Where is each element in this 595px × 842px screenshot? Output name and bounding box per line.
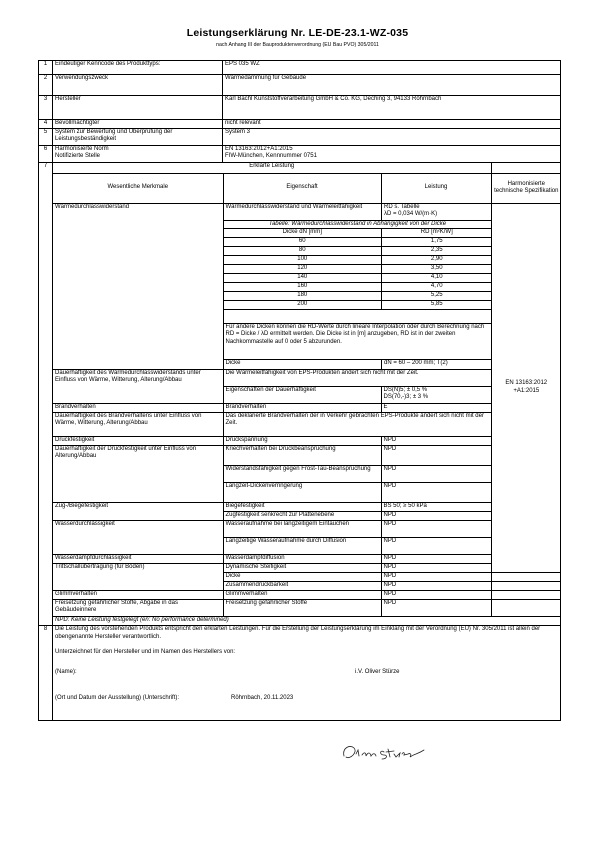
- rd-value-cell: 2,90: [382, 256, 492, 265]
- row-value: System 3: [223, 129, 561, 146]
- row-value: EPS 035 WZ: [223, 61, 561, 75]
- rd-value-cell: 3,50: [382, 265, 492, 274]
- row-label: Verwendungszweck: [53, 75, 223, 96]
- signature: [340, 740, 440, 764]
- npd-note: NPD: Keine Leistung festgelegt (en: No performance determined): [53, 616, 561, 625]
- row-label: System zur Bewertung und Überprüfung der Leistungsbeständigkeit: [53, 129, 223, 146]
- name-label: (Name):: [55, 669, 77, 676]
- row-label: Bevollmächtigter: [53, 120, 223, 129]
- row-label: Harmonisierte Norm Notifizierte Stelle: [53, 146, 223, 163]
- col-merkmal: Wesentliche Merkmale: [53, 173, 223, 203]
- rd-value-cell: 4,10: [382, 274, 492, 283]
- row-8: 8 Die Leistung des vorstehenden Produkts entspricht den erklärten Leistungen. Für die Erstellung der Leistungserklärung im Einklang mit der Verordnung (EU) Nr. 305/2011 ist allein der obengenannte Hersteller verantwortlich. Unterzeichnet für den Hersteller und im Namen des Herstellers von: (Name): i.V. Oliver Stürze (Ort und Datum der Ausstellung) (Unterschrift): Röhrnbach, 20.11.2023: [39, 626, 561, 721]
- col-eigenschaft: Eigenschaft: [223, 173, 381, 203]
- rd-table-caption: Tabelle: Wärmedurchlasswiderstand in Abhängigkeit von der Dicke: [224, 221, 492, 229]
- row-4: 4 Bevollmächtigter nicht relevant: [39, 120, 561, 129]
- rd-dicke-cell: 200: [224, 301, 382, 310]
- rd-th-dicke: Dicke dN [mm]: [224, 229, 382, 238]
- place-value: Röhrnbach, 20.11.2023: [231, 695, 294, 702]
- performance-heading: Erklärte Leistung: [249, 163, 295, 169]
- col-spezifikation: Harmonisierte technische Spezifikation: [491, 173, 560, 203]
- row-label: Hersteller: [53, 96, 223, 120]
- rd-table-row: [224, 265, 492, 274]
- rd-value-cell: 4,70: [382, 283, 492, 292]
- rd-table-row: [224, 283, 492, 292]
- rd-dicke-cell: 80: [224, 247, 382, 256]
- rd-value-cell: 5,25: [382, 292, 492, 301]
- responsibility-text: Die Leistung des vorstehenden Produkts entspricht den erklärten Leistungen. Für die Erstellung der Leistungserklärung im Einklang mit der Verordnung (EU) Nr. 305/2011 ist allein der obengenannte Hersteller verantwortlich.: [55, 626, 541, 640]
- rd-table-row: [224, 238, 492, 247]
- document-title: Leistungserklärung Nr. LE-DE-23.1-WZ-035: [186, 27, 409, 39]
- row-value: Wärmedämmung für Gebäude: [223, 75, 561, 96]
- signed-for: Unterzeichnet für den Hersteller und im Namen des Herstellers von:: [55, 649, 236, 656]
- rd-table-row: [224, 247, 492, 256]
- row-label: Eindeutiger Kenncode des Produkttyps:: [53, 61, 223, 75]
- harmonized-spec: EN 13163:2012 +A1:2015: [491, 203, 560, 572]
- col-leistung: Leistung: [381, 173, 491, 203]
- rd-table-row: [224, 274, 492, 283]
- rd-value-cell: 2,35: [382, 247, 492, 256]
- performance-table: Erklärte Leistung Wesentliche Merkmale Eigenschaft Leistung Harmonisierte technische Spezifikation Wärmedurchlasswiderstand Wärmedurchlasswiderstand und Wärmeleitfähigkeit RD s. Tabelle λD = 0,034 W/(m·K) Tabelle: Wärmedurchlasswiderstand in Abhängigkeit von der Dicke Dicke dN [mm] RD [m²K/W] 60 1,75 80 2,35 100 2,90 120 3,50 140 4,10 160 4,70 180 5,25 200 5,85 Für andere Dicken können die RD-Werte durch lineare Interpolation oder durch Berechnung nach RD = Dicke / λD ermittelt werden. Die Dicke ist in [m] anzugeben, RD ist in der zweiten Nachkommastelle auf 0 oder 5 abzurunden. Dicke dN = 60 – 200 mm; T(2) EN 13163:2012 +A1:2015 Dauerhaftigkeit des Wärmedurchlasswiderstands unter Einfluss von Wärme, Witterung, Alterung/Abbau Die Wärmeleitfähigkeit von EPS-Produkten ändert sich nicht mit der Zeit. Eigenschaften der Dauerhaftigkeit DS(N)5; ± 0,5 % DS(70,-)3; ± 3 % Brandverhalten Brandverhalten E Dauerhaftigkeit des Brandverhaltens unter Einfluss von Wärme, Witterung, Alterung/Abbau Das deklarierte Brandverhalten der in Verkehr gebrachten EPS-Produkte ändert sich nicht mit der Zeit. Druckfestigkeit Druckspannung NPD Dauerhaftigkeit der Druckfestigkeit unter Einfluss von Alterung/Abbau Kriechverhalten bei Druckbeanspruchung NPD Widerstandsfähigkeit gegen Frost-Tau-Beanspruchung NPD Langzeit-Dickenverringerung NPD Zug-/Biegefestigkeit Biegefestigkeit BS 50; ≥ 50 kPa Zugfestigkeit senkrecht zur Plattenebene NPD Wasserdurchlässigkeit Wasseraufnahme bei langzeitigem Eintauchen NPD Langzeitige Wasseraufnahme durch Diffusion NPD Wasserdampfdurchlässigkeit Wasserdampfdiffusion NPD Trittschallübertragung (für Böden) Dynamische Steifigkeit NPD Dicke NPD Zusammendrückbarkeit NPD Glimmverhalten Glimmverhalten NPD Freisetzung gefährlicher Stoffe, Abgabe in das Gebäudeinnere Freisetzung gefährlicher Stoffe NPD NPD: Keine Leistung festgelegt (en: No performance determined): [53, 163, 561, 625]
- row-3: 3 Hersteller Karl Bachl Kunststoffverarbeitung GmbH & Co. KG, Deching 3, 94133 Röhrnbach: [39, 96, 561, 120]
- place-label: (Ort und Datum der Ausstellung) (Unterschrift):: [55, 695, 180, 702]
- rd-rows: [224, 238, 492, 310]
- row-7: 7 Erklärte Leistung Wesentliche Merkmale Eigenschaft Leistung Harmonisierte technische Spezifikation Wärmedurchlasswiderstand Wärmedurchlasswiderstand und Wärmeleitfähigkeit RD s. Tabelle λD = 0,034 W/(m·K) Tabelle: Wärmedurchlasswiderstand in Abhängigkeit von der Dicke Dicke dN [mm] RD [m²K/W] 60 1,75 80 2,35 100 2,90 120 3,50 140 4,10 160 4,70 180 5,25 200 5,85 Für andere Dicken können die RD-Werte durch lineare Interpolation oder durch Berechnung nach RD = Dicke / λD ermittelt werden. Die Dicke ist in [m] anzugeben, RD ist in der zweiten Nachkommastelle auf 0 oder 5 abzurunden. Dicke dN = 60 – 200 mm; T(2) EN 13163:2012 +A1:2015 Dauerhaftigkeit des Wärmedurchlasswiderstands unter Einfluss von Wärme, Witterung, Alterung/Abbau Die Wärmeleitfähigkeit von EPS-Produkten ändert sich nicht mit der Zeit. Eigenschaften der Dauerhaftigkeit DS(N)5; ± 0,5 % DS(70,-)3; ± 3 % Brandverhalten Brandverhalten E Dauerhaftigkeit des Brandverhaltens unter Einfluss von Wärme, Witterung, Alterung/Abbau Das deklarierte Brandverhalten der in Verkehr gebrachten EPS-Produkte ändert sich nicht mit der Zeit. Druckfestigkeit Druckspannung NPD Dauerhaftigkeit der Druckfestigkeit unter Einfluss von Alterung/Abbau Kriechverhalten bei Druckbeanspruchung NPD Widerstandsfähigkeit gegen Frost-Tau-Beanspruchung NPD Langzeit-Dickenverringerung NPD Zug-/Biegefestigkeit Biegefestigkeit BS 50; ≥ 50 kPa Zugfestigkeit senkrecht zur Plattenebene NPD Wasserdurchlässigkeit Wasseraufnahme bei langzeitigem Eintauchen NPD Langzeitige Wasseraufnahme durch Diffusion NPD Wasserdampfdurchlässigkeit Wasserdampfdiffusion NPD Trittschallübertragung (für Böden) Dynamische Steifigkeit NPD Dicke NPD Zusammendrückbarkeit NPD Glimmverhalten Glimmverhalten NPD Freisetzung gefährlicher Stoffe, Abgabe in das Gebäudeinnere Freisetzung gefährlicher Stoffe NPD NPD: Keine Leistung festgelegt (en: No performance determined): [39, 163, 561, 626]
- row-value: Karl Bachl Kunststoffverarbeitung GmbH & Co. KG, Deching 3, 94133 Röhrnbach: [223, 96, 561, 120]
- rd-table-row: [224, 301, 492, 310]
- rd-table-row: [224, 292, 492, 301]
- row-value: nicht relevant: [223, 120, 561, 129]
- rd-table-row: [224, 256, 492, 265]
- rd-table: Wärmedurchlasswiderstand und Wärmeleitfähigkeit RD s. Tabelle λD = 0,034 W/(m·K) Tabelle: Wärmedurchlasswiderstand in Abhängigkeit von der Dicke Dicke dN [mm] RD [m²K/W] 60 1,75 80 2,35 100 2,90 120 3,50 140 4,10 160 4,70 180 5,25 200 5,85 Für andere Dicken können die RD-Werte durch lineare Interpolation oder durch Berechnung nach RD = Dicke / λD ermittelt werden. Die Dicke ist in [m] anzugeben, RD ist in der zweiten Nachkommastelle auf 0 oder 5 abzurunden. Dicke dN = 60 – 200 mm; T(2): [224, 204, 492, 369]
- row-5: 5 System zur Bewertung und Überprüfung der Leistungsbeständigkeit System 3: [39, 129, 561, 146]
- declaration-table: [38, 60, 561, 721]
- rd-dicke-cell: 100: [224, 256, 382, 265]
- rd-dicke-cell: 180: [224, 292, 382, 301]
- merkmal-waerme: Wärmedurchlasswiderstand: [53, 203, 223, 369]
- row-6: 6 Harmonisierte Norm Notifizierte Stelle EN 13163:2012+A1:2015 FIW-München, Kennnummer 0751: [39, 146, 561, 163]
- rd-th-r: RD [m²K/W]: [382, 229, 492, 238]
- rd-value-cell: 5,85: [382, 301, 492, 310]
- row-1: 1 Eindeutiger Kenncode des Produkttyps: EPS 035 WZ: [39, 61, 561, 75]
- row-2: 2 Verwendungszweck Wärmedämmung für Gebäude: [39, 75, 561, 96]
- document-subtitle: nach Anhang III der Bauproduktenverordnung (EU Bau PVO) 305/2011: [216, 42, 379, 48]
- row-value: EN 13163:2012+A1:2015 FIW-München, Kennnummer 0751: [223, 146, 561, 163]
- rd-dicke-cell: 140: [224, 274, 382, 283]
- rd-value-cell: 1,75: [382, 238, 492, 247]
- rd-dicke-cell: 120: [224, 265, 382, 274]
- name-value: i.V. Oliver Stürze: [355, 669, 400, 676]
- rd-note: Für andere Dicken können die RD-Werte durch lineare Interpolation oder durch Berechnung nach RD = Dicke / λD ermittelt werden. Die Dicke ist in [m] anzugeben, RD ist in der zweiten Nachkommastelle auf 0 oder 5 abzurunden.: [224, 324, 492, 360]
- rd-dicke-cell: 160: [224, 283, 382, 292]
- rd-dicke-cell: 60: [224, 238, 382, 247]
